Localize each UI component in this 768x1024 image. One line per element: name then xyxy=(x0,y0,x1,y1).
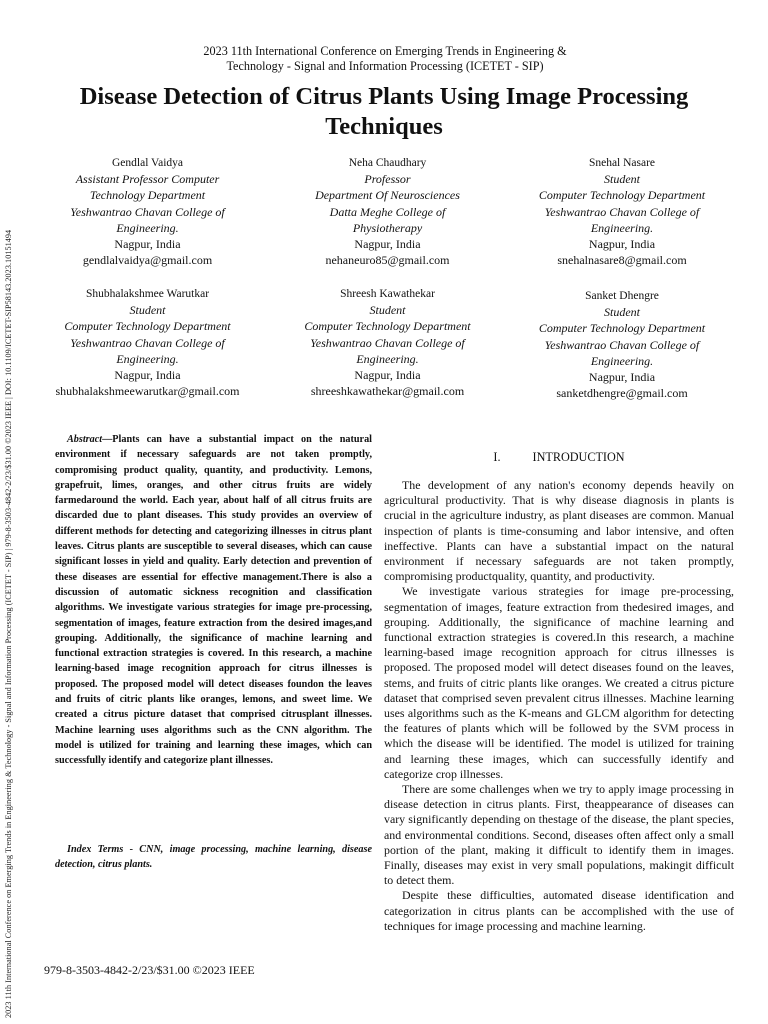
author-affiliation-line: Yeshwantrao Chavan College of xyxy=(70,204,225,219)
author-affiliation-line: Engineering. xyxy=(356,351,419,366)
author-name: Gendlal Vaidya xyxy=(111,157,183,169)
author-city: Nagpur, India xyxy=(114,237,181,252)
author-block-5 xyxy=(275,286,500,399)
author-city: Nagpur, India xyxy=(114,368,181,383)
author-city: Nagpur, India xyxy=(588,370,656,385)
author-block-2 xyxy=(275,155,500,268)
author-affiliation-line: Engineering. xyxy=(116,220,179,235)
author-affiliation-line: Student xyxy=(369,303,406,318)
author-affiliation-line: Physiotherapy xyxy=(352,220,423,235)
author-affiliation-line: Engineering. xyxy=(590,220,654,235)
author-affiliation-line: Professor xyxy=(364,172,411,187)
conference-line-2: Technology - Signal and Information Processing (ICETET - SIP) xyxy=(226,59,544,73)
author-affiliation-line: Engineering. xyxy=(590,353,654,368)
author-email: nehaneuro85@gmail.com xyxy=(325,253,450,268)
abstract-lead: Abstract xyxy=(67,434,103,445)
author-name: Shubhalakshmee Warutkar xyxy=(85,288,210,300)
author-affiliation-line: Department Of Neurosciences xyxy=(315,188,460,203)
author-block-1 xyxy=(35,155,260,268)
section-heading xyxy=(384,450,734,465)
author-email: sanketdhengre@gmail.com xyxy=(556,386,688,401)
author-affiliation-line: Technology Department xyxy=(89,188,206,203)
copyright-footer: 979-8-3503-4842-2/23/$31.00 ©2023 IEEE xyxy=(44,963,255,977)
intro-paragraph: Despite these difficulties, automated disease identification and categorization in citrus plants can be accomplished with the use of techniques for image processing and machine learning. xyxy=(384,888,734,933)
author-affiliation-line: Computer Technology Department xyxy=(64,319,231,334)
author-city: Nagpur, India xyxy=(354,237,421,252)
author-block-4 xyxy=(35,286,260,399)
author-email: shreeshkawathekar@gmail.com xyxy=(310,384,465,399)
author-affiliation-line: Yeshwantrao Chavan College of xyxy=(544,337,700,352)
section-title: INTRODUCTION xyxy=(532,450,625,464)
abstract xyxy=(55,432,372,769)
author-city: Nagpur, India xyxy=(588,237,656,252)
side-doi-strip: 2023 11th International Conference on Emerging Trends in Engineering & Technology - Signal and Information Processing (ICETET - SIP) | 979-8-3503-4842-2/23/$31.00 ©2023 IEEE | DOI: 10.1109/ICETET-SIP58143.2023.10151494 xyxy=(4,229,13,1018)
author-affiliation-line: Yeshwantrao Chavan College of xyxy=(310,335,465,350)
intro-paragraph: The development of any nation's economy depends heavily on agricultural productivity. That is why disease diagnosis in plants is crucial in the agriculture industry, as plant diseases are common. Manual inspection of plants is time-consuming and labor intensive, and often ineffective. Plants can have a substantial impact on the natural environment if necessary safeguards are not taken promptly, compromising productquality, quantity, and productivity. xyxy=(384,478,734,584)
author-block-6 xyxy=(506,288,738,401)
index-terms: Index Terms - CNN, image processing, machine learning, disease detection, citrus plants. xyxy=(55,844,372,870)
introduction-body xyxy=(384,478,734,934)
author-name: Snehal Nasare xyxy=(588,157,656,169)
author-affiliation-line: Yeshwantrao Chavan College of xyxy=(544,204,700,219)
author-name: Sanket Dhengre xyxy=(585,290,659,302)
title-line-1: Disease Detection of Citrus Plants Using Image Processing xyxy=(79,83,689,110)
intro-paragraph: We investigate various strategies for image pre-processing, segmentation of images, feature extraction from thedesired images, and grouping. Additionally, the significance of machine learning and functional extraction strategies is covered.In this research, a machine learning-based image recognition approach for citrus illnesses is proposed. The proposed model will detect diseases found on the leaves, stems, and fruits of citric plants like oranges. We created a citrus picture dataset that comprised seven prevalent citrus illnesses. Machine learning uses algorithms such as the K-means and GLCM algorithm for detecting the features of plants which will be followed by the SVM process in which the disease will be identified. The model is utilized for training and learning these images, which can successfully identify and categorize crop illnesses. xyxy=(384,584,734,781)
author-affiliation-line: Yeshwantrao Chavan College of xyxy=(70,335,225,350)
conference-header xyxy=(150,44,620,74)
abstract-text: —Plants can have a substantial impact on the natural environment if necessary safeguards are not taken promptly, compromising product quality, quantity, and productivity. Lemons, grapefruit, limes, oranges, and other citrus fruits are widely farmedaround the world. Each year, about half of all citrus fruits are discarded due to plant diseases. This study provides an overview of different methods for detecting and categorizing illnesses in citrus plant leaves. Citrus plants are susceptible to several diseases, which can cause significant losses in yield and quality. Early detection and prevention of these diseases are essential for effective management.There is also a discussion of automatic sickness recognition and classification algorithms. We investigate various strategies for image pre-processing, segmentation of images, feature extraction from the desired images,and grouping. Additionally, the significance of machine learning and functional extraction strategies is covered. In this research, a machine learning-based image recognition approach for citrus illnesses is proposed. The proposed model will detect diseases foundon the leaves and fruits of citric plants like oranges, lemons, and sweet lime. We created a citrus picture dataset that comprised citrusplant illnesses. Machine learning uses algorithms such as the CNN algorithm. The model is utilized for training and learning these images, which can successfully identify and categorize plant illnesses. xyxy=(55,434,372,767)
section-number: I. xyxy=(493,450,501,464)
author-affiliation-line: Datta Meghe College of xyxy=(329,204,446,219)
author-email: gendlalvaidya@gmail.com xyxy=(82,253,213,268)
paper-title xyxy=(40,82,728,142)
conference-line-1: 2023 11th International Conference on Emerging Trends in Engineering & xyxy=(203,44,567,58)
author-name: Neha Chaudhary xyxy=(348,157,427,169)
title-line-2: Techniques xyxy=(325,113,443,140)
author-affiliation-line: Engineering. xyxy=(116,351,179,366)
author-name: Shreesh Kawathekar xyxy=(340,288,435,300)
author-affiliation-line: Computer Technology Department xyxy=(304,319,471,334)
author-city: Nagpur, India xyxy=(354,368,421,383)
intro-paragraph: There are some challenges when we try to apply image processing in disease detection in citrus plants. First, theappearance of diseases can vary significantly depending on thestage of the disease, the plant species, and environmental conditions. Second, diseases often affect only a small portion of the plant, making it difficult to identify them in images. Finally, diseases may exist in very small populations, makingit difficult to detect them. xyxy=(384,782,734,888)
author-affiliation-line: Student xyxy=(604,305,640,320)
author-affiliation-line: Assistant Professor Computer xyxy=(75,172,220,187)
author-affiliation-line: Student xyxy=(129,303,166,318)
author-affiliation-line: Student xyxy=(604,172,640,187)
author-affiliation-line: Computer Technology Department xyxy=(538,188,706,203)
author-block-3 xyxy=(506,155,738,268)
author-email: shubhalakshmeewarutkar@gmail.com xyxy=(55,384,240,399)
author-email: snehalnasare8@gmail.com xyxy=(557,253,687,268)
author-affiliation-line: Computer Technology Department xyxy=(538,321,706,336)
